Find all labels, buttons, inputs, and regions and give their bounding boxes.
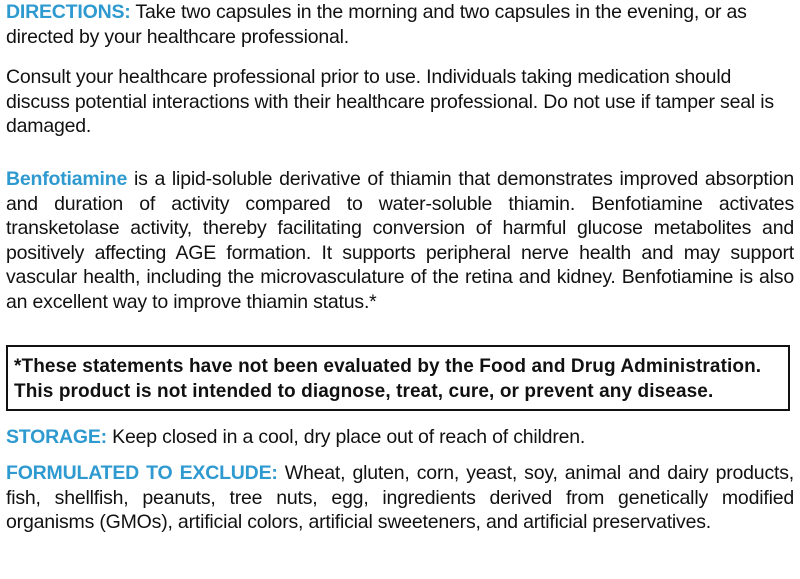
- consult-paragraph: Consult your healthcare professional prior to use. Individuals taking medication should discuss potential interactions with their healthcare professional. Do not use if tamper seal is damaged.: [6, 66, 774, 137]
- benfotiamine-text: is a lipid-soluble derivative of thiamin that demonstrates improved absorption and duration of activity compared to water-soluble thiamin. Benfotiamine activates transketolase activity, thereby facilitating conversion of harmful glucose metabolites and positively affecting AGE formation. It supports peripheral nerve health and may support vascular health, including the microvasculature of the retina and kidney. Benfotiamine is also an excellent way to improve thiamin status.*: [6, 168, 794, 313]
- benfotiamine-paragraph: [6, 167, 794, 314]
- storage-label: STORAGE:: [6, 426, 107, 448]
- directions-text: Take two capsules in the morning and two capsules in the evening, or as directed by your healthcare professional.: [6, 1, 747, 48]
- directions-paragraph: [6, 0, 794, 49]
- storage-text: Keep closed in a cool, dry place out of reach of children.: [106, 426, 586, 448]
- fda-disclaimer-box: [6, 345, 790, 411]
- fda-disclaimer-line-2: This product is not intended to diagnose, treat, cure, or prevent any disease.: [14, 380, 714, 402]
- formulated-label: FORMULATED TO EXCLUDE:: [6, 462, 278, 484]
- directions-label: DIRECTIONS:: [6, 1, 131, 23]
- benfotiamine-label: Benfotiamine: [6, 168, 128, 190]
- formulated-to-exclude-paragraph: [6, 461, 794, 535]
- storage-paragraph: [6, 425, 794, 450]
- formulated-text: Wheat, gluten, corn, yeast, soy, animal and dairy products, fish, shellfish, peanuts, tree nuts, egg, ingredients derived from genetically modified organisms (GMOs), artificial colors, artificial sweeteners, and artificial preservatives.: [6, 462, 794, 533]
- fda-disclaimer-line-1: *These statements have not been evaluated by the Food and Drug Administration.: [14, 356, 762, 377]
